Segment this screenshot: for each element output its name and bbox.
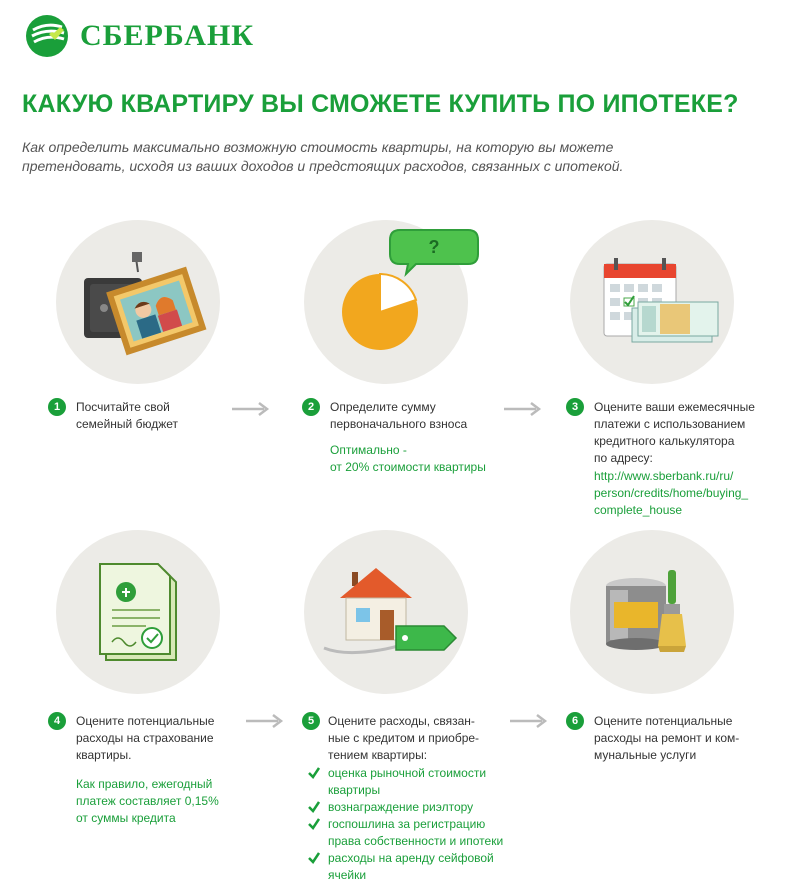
family-photo-safe-icon — [56, 220, 220, 384]
checklist-item — [328, 799, 528, 816]
step-line: Оцените ваши ежемесячные — [594, 400, 755, 414]
step-line: Оцените потенциальные — [76, 714, 215, 728]
step-number: 3 — [566, 398, 584, 416]
checkmark-icon — [308, 801, 320, 813]
note-line: от суммы кредита — [76, 811, 176, 825]
step-line: Посчитайте свой — [76, 400, 170, 414]
page-subtitle — [22, 138, 722, 176]
step-2-note — [330, 442, 510, 476]
checklist-item — [328, 816, 528, 850]
subtitle-line: претендовать, исходя из ваших доходов и предстоящих расходов, связанных с ипотекой. — [22, 158, 624, 174]
calculator-link[interactable] — [594, 468, 784, 519]
checklist-line: оценка рыночной стоимости — [328, 766, 487, 780]
step-line: расходы на страхование — [76, 731, 214, 745]
step-line: мунальные услуги — [594, 748, 697, 762]
checklist-line: права собственности и ипотеки — [328, 834, 504, 848]
step-line: семейный бюджет — [76, 417, 178, 431]
checklist-line: расходы на аренду сейфовой — [328, 851, 494, 865]
calendar-money-icon — [570, 220, 734, 384]
arrow-right-icon — [246, 714, 284, 728]
step-number: 6 — [566, 712, 584, 730]
step-4-illustration — [56, 530, 220, 694]
step-1-text — [76, 399, 226, 433]
step-line: квартиры. — [76, 748, 132, 762]
step-2-text — [330, 399, 510, 433]
sberbank-logo-icon — [24, 13, 70, 59]
checklist-line: госпошлина за регистрацию — [328, 817, 486, 831]
step-5-text — [328, 713, 518, 764]
insurance-document-icon — [56, 530, 220, 694]
brand-name: СБЕРБАНК — [80, 19, 255, 52]
step-line: Определите сумму — [330, 400, 436, 414]
sberbank-logo — [24, 12, 284, 60]
checkmark-icon — [308, 852, 320, 864]
step-number: 5 — [302, 712, 320, 730]
step-4-note — [76, 776, 246, 827]
link-line[interactable]: complete_house — [594, 503, 683, 517]
step-2-illustration — [304, 220, 468, 384]
link-line[interactable]: person/credits/home/buying_ — [594, 486, 749, 500]
note-line: от 20% стоимости квартиры — [330, 460, 486, 474]
checklist-line: вознаграждение риэлтору — [328, 800, 474, 814]
step-line: ные с кредитом и приобре- — [328, 731, 480, 745]
step-line: Оцените расходы, связан- — [328, 714, 475, 728]
step-5-checklist — [328, 765, 528, 884]
checklist-item — [328, 850, 528, 884]
step-5-illustration — [304, 530, 468, 694]
step-line: первоначального взноса — [330, 417, 468, 431]
question-bubble: ? — [428, 237, 440, 257]
step-3-illustration — [570, 220, 734, 384]
step-6-text — [594, 713, 784, 764]
step-line: Оцените потенциальные — [594, 714, 733, 728]
note-line: Как правило, ежегодный — [76, 777, 213, 791]
checkmark-icon — [308, 767, 320, 779]
checklist-item — [328, 765, 528, 799]
subtitle-line: Как определить максимально возможную стоимость квартиры, на которую вы можете — [22, 139, 614, 155]
step-line: тением квартиры: — [328, 748, 428, 762]
step-number: 1 — [48, 398, 66, 416]
step-line: кредитного калькулятора — [594, 434, 735, 448]
pie-chart-question-icon — [304, 220, 468, 384]
page-title: КАКУЮ КВАРТИРУ ВЫ СМОЖЕТЕ КУПИТЬ ПО ИПОТЕКЕ? — [22, 90, 739, 118]
step-number: 2 — [302, 398, 320, 416]
link-line[interactable]: http://www.sberbank.ru/ru/ — [594, 469, 734, 483]
step-4-text — [76, 713, 246, 764]
paint-can-brush-icon — [570, 530, 734, 694]
checklist-line: ячейки — [328, 868, 367, 882]
step-3-text — [594, 399, 784, 467]
step-line: платежи с использованием — [594, 417, 746, 431]
step-line: расходы на ремонт и ком- — [594, 731, 740, 745]
arrow-right-icon — [232, 402, 270, 416]
step-6-illustration — [570, 530, 734, 694]
step-line: по адресу: — [594, 451, 653, 465]
step-number: 4 — [48, 712, 66, 730]
checklist-line: квартиры — [328, 783, 381, 797]
checkmark-icon — [308, 818, 320, 830]
step-1-illustration — [56, 220, 220, 384]
note-line: Оптимально - — [330, 443, 407, 457]
note-line: платеж составляет 0,15% — [76, 794, 219, 808]
house-price-tag-icon — [304, 530, 468, 694]
